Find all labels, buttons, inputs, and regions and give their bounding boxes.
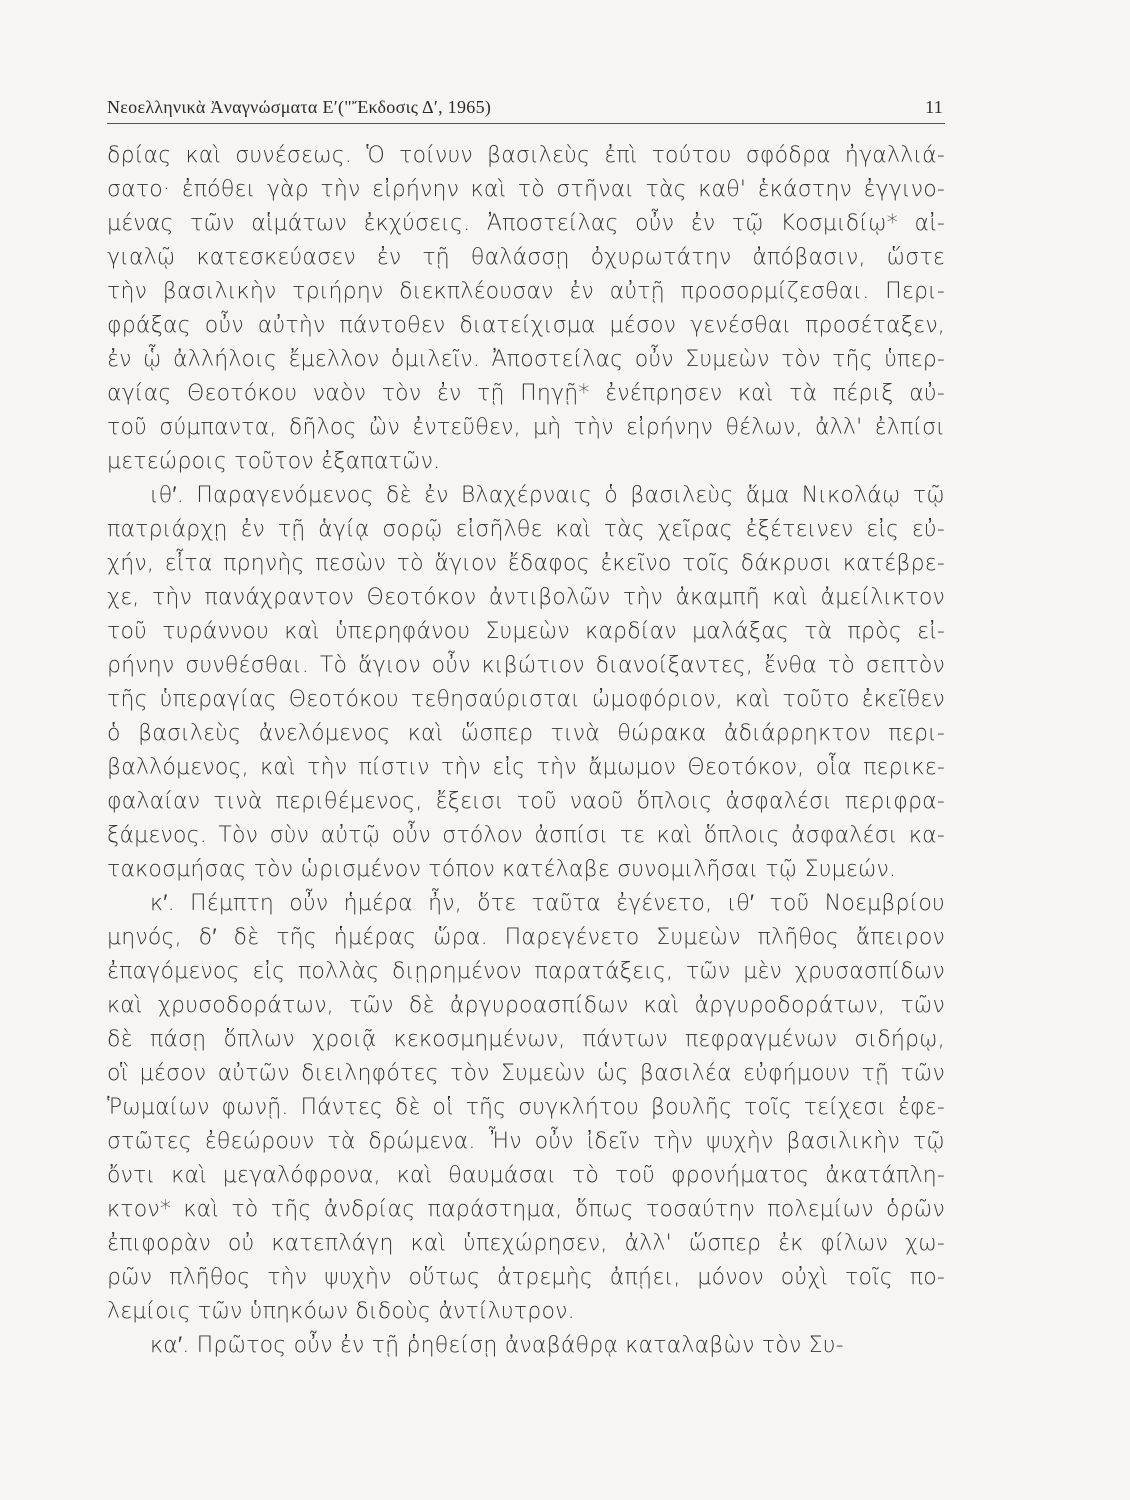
text-line: μετεώροις τοῦτον ἐξαπατῶν. xyxy=(107,449,441,474)
text-line: πατριάρχῃ ἐν τῇ ἁγίᾳ σορῷ εἰσῆλθε καὶ τὰς χεῖρας ἐξέτεινεν εἰς εὐ- xyxy=(107,517,945,542)
text-line: ρῶν πλῆθος τὴν ψυχὴν οὕτως ἀτρεμὴς ἀπῄει, μόνον οὐχὶ τοῖς πο- xyxy=(107,1265,945,1290)
text-line: ἐπαγόμενος εἰς πολλὰς διῃρημένον παρατάξεις, τῶν μὲν χρυσασπίδων xyxy=(107,959,945,984)
text-line: αγίας Θεοτόκου ναὸν τὸν ἐν τῇ Πηγῇ* ἐνέπρησεν καὶ τὰ πέριξ αὐ- xyxy=(107,381,945,406)
body-text xyxy=(107,139,945,1363)
text-line: ὄντι καὶ μεγαλόφρονα, καὶ θαυμάσαι τὸ τοῦ φρονήματος ἀκατάπλη- xyxy=(107,1163,945,1188)
running-header xyxy=(107,97,945,124)
text-line: τὴν βασιλικὴν τριήρην διεκπλέουσαν ἐν αὐτῇ προσορμίζεσθαι. Περι- xyxy=(107,279,945,304)
text-line: ὁ βασιλεὺς ἀνελόμενος καὶ ὥσπερ τινὰ θώρακα ἀδιάρρηκτον περι- xyxy=(107,721,945,746)
text-line: Ῥωμαίων φωνῇ. Πάντες δὲ οἱ τῆς συγκλήτου βουλῆς τοῖς τείχεσι ἐφε- xyxy=(107,1095,945,1120)
text-line: ρήνην συνθέσθαι. Τὸ ἅγιον οὖν κιβώτιον διανοίξαντες, ἔνθα τὸ σεπτὸν xyxy=(107,653,945,678)
text-line: σατο· ἐπόθει γὰρ τὴν εἰρήνην καὶ τὸ στῆναι τὰς καθ' ἑκάστην ἐγγινο- xyxy=(107,177,945,202)
text-line: μηνός, δ′ δὲ τῆς ἡμέρας ὥρα. Παρεγένετο Συμεὼν πλῆθος ἄπειρον xyxy=(107,925,945,950)
text-line: τοῦ τυράννου καὶ ὑπερηφάνου Συμεὼν καρδίαν μαλάξας τὰ πρὸς εἰ- xyxy=(107,619,945,644)
text-line: τακοσμήσας τὸν ὡρισμένον τόπον κατέλαβε συνομιλῆσαι τῷ Συμεών. xyxy=(107,857,897,882)
text-line: δὲ πάσῃ ὅπλων χροιᾷ κεκοσμημένων, πάντων πεφραγμένων σιδήρῳ, xyxy=(107,1027,945,1052)
section-start-line: κ′. Πέμπτη οὖν ἡμέρα ἦν, ὅτε ταῦτα ἐγένετο, ιθ′ τοῦ Νοεμβρίου xyxy=(150,891,945,916)
text-line: χήν, εἶτα πρηνὴς πεσὼν τὸ ἅγιον ἔδαφος ἐκεῖνο τοῖς δάκρυσι κατέβρε- xyxy=(107,551,945,576)
page-number: 11 xyxy=(925,97,943,117)
text-line: λεμίοις τῶν ὑπηκόων διδοὺς ἀντίλυτρον. xyxy=(107,1299,575,1324)
text-line: τῆς ὑπεραγίας Θεοτόκου τεθησαύρισται ὠμοφόριον, καὶ τοῦτο ἐκεῖθεν xyxy=(107,687,945,712)
header-title: Νεοελληνικὰ Ἀναγνώσματα Ε′("Ἔκδοσις Δ′, 1965) xyxy=(107,97,492,117)
text-line: βαλλόμενος, καὶ τὴν πίστιν τὴν εἰς τὴν ἄμωμον Θεοτόκον, οἷα περικε- xyxy=(107,755,945,780)
text-line: στῶτες ἐθεώρουν τὰ δρώμενα. Ἦν οὖν ἰδεῖν τὴν ψυχὴν βασιλικὴν τῷ xyxy=(107,1129,945,1154)
text-line: φαλαίαν τινὰ περιθέμενος, ἔξεισι τοῦ ναοῦ ὅπλοις ἀσφαλέσι περιφρα- xyxy=(107,789,945,814)
text-line: δρίας καὶ συνέσεως. Ὁ τοίνυν βασιλεὺς ἐπὶ τούτου σφόδρα ἠγαλλιά- xyxy=(107,143,945,168)
text-line: οἳ μέσον αὐτῶν διειληφότες τὸν Συμεὼν ὡς βασιλέα εὐφήμουν τῇ τῶν xyxy=(107,1061,945,1086)
text-line: ἐπιφορὰν οὐ κατεπλάγη καὶ ὑπεχώρησεν, ἀλλ' ὥσπερ ἐκ φίλων χω- xyxy=(107,1231,945,1256)
text-line: καὶ χρυσοδοράτων, τῶν δὲ ἀργυροασπίδων καὶ ἀργυροδοράτων, τῶν xyxy=(107,993,945,1018)
text-line: χε, τὴν πανάχραντον Θεοτόκον ἀντιβολῶν τὴν ἀκαμπῆ καὶ ἀμείλικτον xyxy=(107,585,945,610)
text-line: μένας τῶν αἱμάτων ἐκχύσεις. Ἀποστείλας οὖν ἐν τῷ Κοσμιδίῳ* αἰ- xyxy=(107,211,945,236)
section-start-line: ιθ′. Παραγενόμενος δὲ ἐν Βλαχέρναις ὁ βασιλεὺς ἅμα Νικολάῳ τῷ xyxy=(150,483,945,508)
section-start-line: κα′. Πρῶτος οὖν ἐν τῇ ῥηθείσῃ ἀναβάθρᾳ καταλαβὼν τὸν Συ- xyxy=(150,1333,844,1358)
text-line: φράξας οὖν αὐτὴν πάντοθεν διατείχισμα μέσον γενέσθαι προσέταξεν, xyxy=(107,313,945,338)
text-line: γιαλῷ κατεσκεύασεν ἐν τῇ θαλάσσῃ ὀχυρωτάτην ἀπόβασιν, ὥστε xyxy=(107,245,945,270)
text-line: ξάμενος. Τὸν σὺν αὐτῷ οὖν στόλον ἀσπίσι τε καὶ ὅπλοις ἀσφαλέσι κα- xyxy=(107,823,945,848)
text-line: ἐν ᾧ ἀλλήλοις ἔμελλον ὁμιλεῖν. Ἀποστείλας οὖν Συμεὼν τὸν τῆς ὑπερ- xyxy=(107,347,945,372)
text-line: κτον* καὶ τὸ τῆς ἀνδρίας παράστημα, ὅπως τοσαύτην πολεμίων ὁρῶν xyxy=(107,1197,945,1222)
text-line: τοῦ σύμπαντα, δῆλος ὢν ἐντεῦθεν, μὴ τὴν εἰρήνην θέλων, ἀλλ' ἐλπίσι xyxy=(107,415,945,440)
